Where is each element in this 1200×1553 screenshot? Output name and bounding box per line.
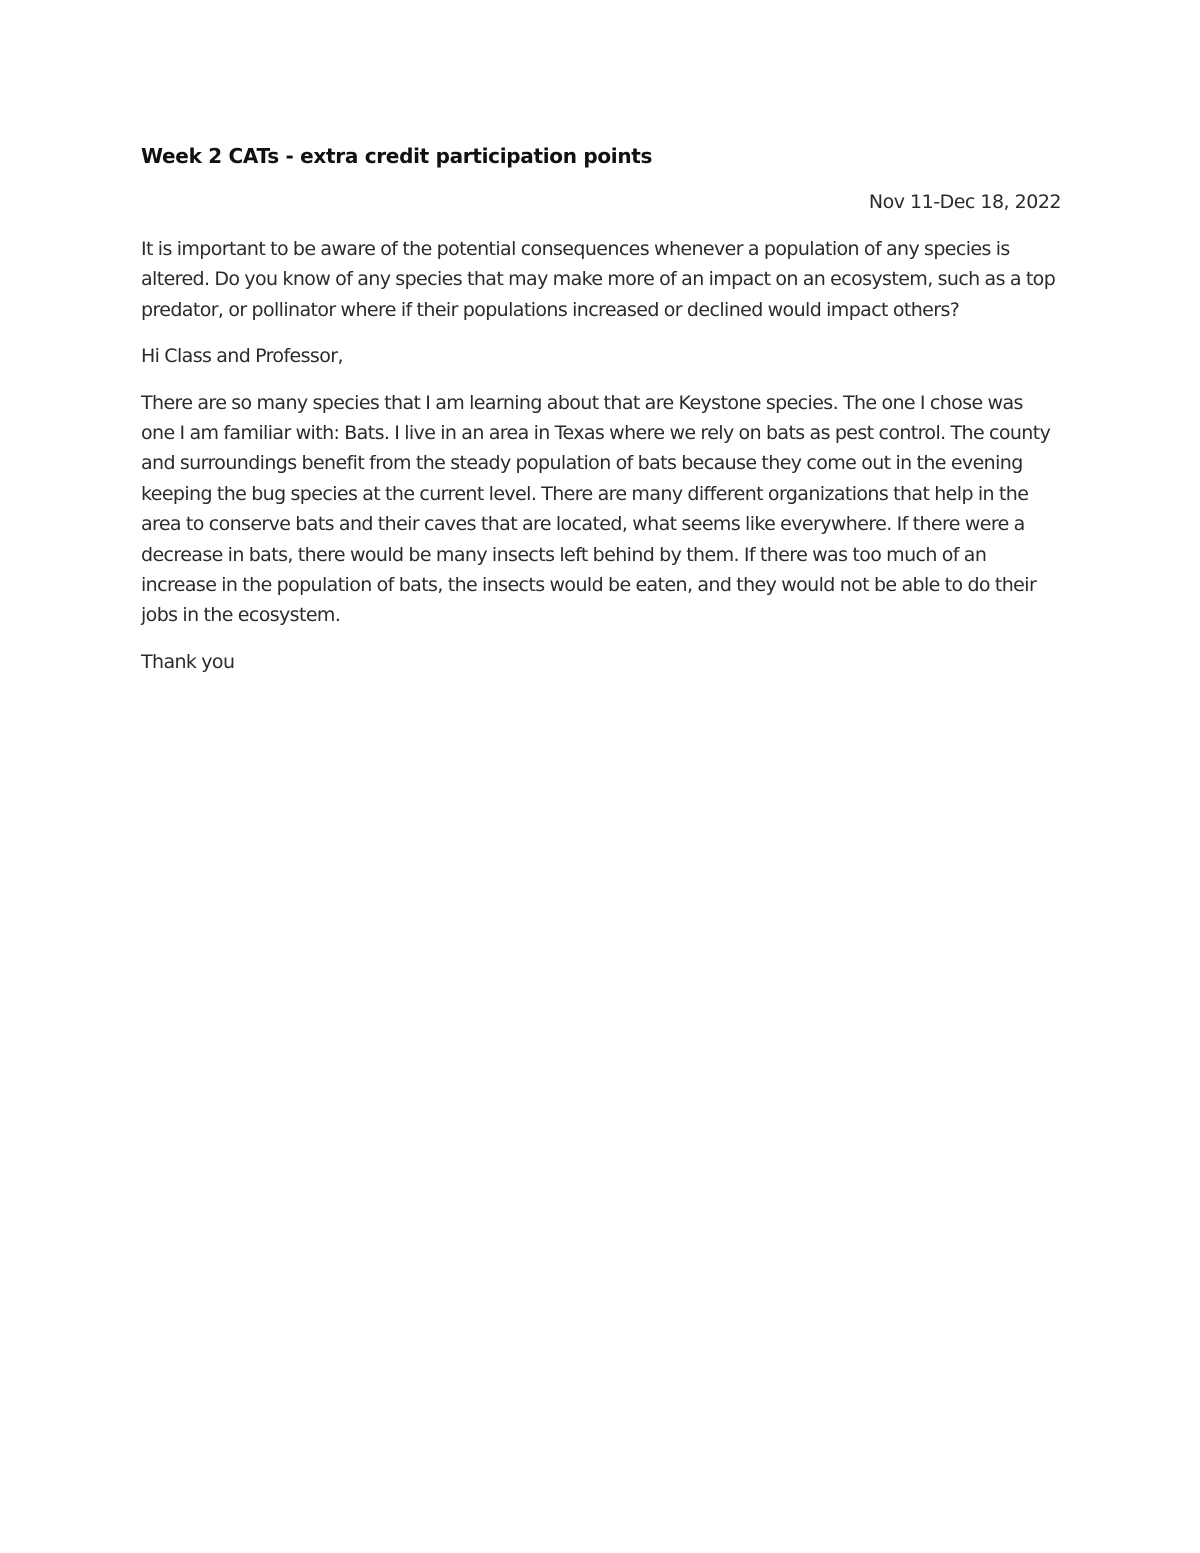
closing: Thank you xyxy=(141,650,235,673)
response-paragraph: There are so many species that I am learning about that are Keystone species. The one I chose was one I am familiar with: Bats. I live in an area in Texas where we rely on bats as pest control. The county and surroundings benefit from the steady population of bats because they come out in the evening keeping the bug species at the current level. There are many different organizations that help in the area to conserve bats and their caves that are located, what seems like everywhere. If there were a decrease in bats, there would be many insects left behind by them. If there was too much of an increase in the population of bats, the insects would be eaten, and they would not be able to do their jobs in the ecosystem. xyxy=(141,391,1051,627)
document-page xyxy=(141,140,1061,677)
greeting: Hi Class and Professor, xyxy=(141,345,343,368)
document-title: Week 2 CATs - extra credit participation points xyxy=(141,144,653,168)
date-range: Nov 11-Dec 18, 2022 xyxy=(868,191,1061,213)
prompt-paragraph: It is important to be aware of the potential consequences whenever a population of any species is altered. Do you know of any species that may make more of an impact on an ecosystem, such as a top predator, or pollinator where if their populations increased or declined would impact others? xyxy=(141,238,1056,321)
